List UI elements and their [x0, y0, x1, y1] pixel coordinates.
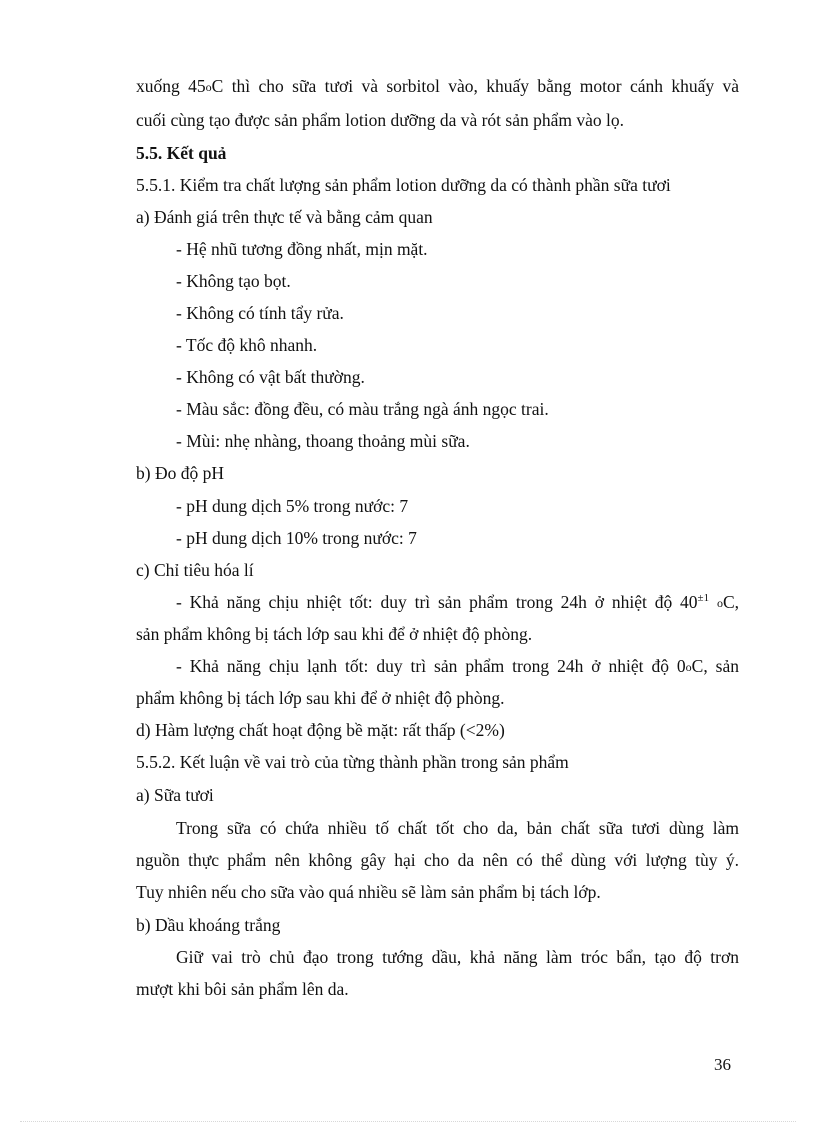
- paragraph-line: nguồn thực phẩm nên không gây hại cho da nên có thể dùng với lượng tùy ý.: [136, 850, 739, 870]
- page-number: 36: [714, 1055, 731, 1074]
- footer-divider: [20, 1121, 796, 1122]
- subsection-heading: 5.5.1. Kiểm tra chất lượng sản phẩm lotion dưỡng da có thành phần sữa tươi: [136, 175, 671, 195]
- bullet-item: - Khả năng chịu lạnh tốt: duy trì sản phẩm trong 24h ở nhiệt độ 0oC, sản: [176, 656, 740, 676]
- bullet-item: - Khả năng chịu nhiệt tốt: duy trì sản phẩm trong 24h ở nhiệt độ $40^{\pm 1}$ oC,: [176, 592, 739, 612]
- paragraph-line: Tuy nhiên nếu cho sữa vào quá nhiều sẽ làm sản phẩm bị tách lớp.: [136, 882, 601, 902]
- bullet-item: - Màu sắc: đồng đều, có màu trắng ngà ánh ngọc trai.: [176, 399, 549, 419]
- list-item-heading: b) Dầu khoáng trắng: [136, 915, 281, 935]
- bullet-item: - Không có tính tẩy rửa.: [176, 303, 344, 323]
- paragraph-line: xuống 45oC thì cho sữa tươi và sorbitol vào, khuấy bằng motor cánh khuấy và: [136, 76, 740, 96]
- subsection-heading: 5.5.2. Kết luận về vai trò của từng thành phần trong sản phẩm: [136, 752, 569, 772]
- bullet-item: - pH dung dịch 5% trong nước: 7: [176, 496, 409, 516]
- list-item-heading: d) Hàm lượng chất hoạt động bề mặt: rất thấp (<2%): [136, 720, 505, 740]
- paragraph-line: sản phẩm không bị tách lớp sau khi để ở nhiệt độ phòng.: [136, 624, 533, 644]
- paragraph-line: mượt khi bôi sản phẩm lên da.: [136, 979, 349, 999]
- paragraph-line: Trong sữa có chứa nhiều tố chất tốt cho da, bản chất sữa tươi dùng làm: [176, 818, 739, 838]
- list-item-heading: a) Đánh giá trên thực tế và bằng cảm quan: [136, 207, 433, 227]
- list-item-heading: b) Đo độ pH: [136, 463, 224, 483]
- list-item-heading: c) Chỉ tiêu hóa lí: [136, 560, 254, 580]
- paragraph-line: phẩm không bị tách lớp sau khi để ở nhiệt độ phòng.: [136, 688, 505, 708]
- section-heading: 5.5. Kết quả: [136, 143, 227, 163]
- bullet-item: - Tốc độ khô nhanh.: [176, 335, 318, 355]
- bullet-item: - Không tạo bọt.: [176, 271, 291, 291]
- bullet-item: - Mùi: nhẹ nhàng, thoang thoảng mùi sữa.: [176, 431, 470, 451]
- list-item-heading: a) Sữa tươi: [136, 785, 214, 805]
- paragraph-line: Giữ vai trò chủ đạo trong tướng dầu, khả năng làm tróc bẩn, tạo độ trơn: [176, 947, 739, 967]
- paragraph-line: cuối cùng tạo được sản phẩm lotion dưỡng da và rót sản phẩm vào lọ.: [136, 110, 625, 130]
- bullet-item: - Hệ nhũ tương đồng nhất, mịn mặt.: [176, 239, 428, 259]
- bullet-item: - Không có vật bất thường.: [176, 367, 365, 387]
- bullet-item: - pH dung dịch 10% trong nước: 7: [176, 528, 417, 548]
